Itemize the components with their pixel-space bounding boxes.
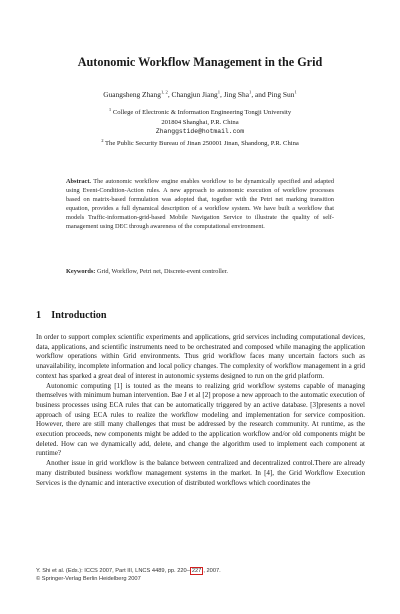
affiliation-line: The Public Security Bureau of Jinan 250001 Jinan, Shandong, P.R. China bbox=[105, 140, 299, 147]
keywords-text: Grid, Workflow, Petri net, Discrete-event controller. bbox=[96, 268, 228, 275]
citation-suffix: , 2007. bbox=[203, 568, 221, 574]
affiliation-line: 201804 Shanghai, P.R. China bbox=[161, 118, 239, 126]
section-title: Introduction bbox=[51, 310, 107, 321]
abstract-label: Abstract. bbox=[66, 178, 92, 185]
paragraph: In order to support complex scientific experiments and applications, grid services including computational devices, data, applications, and scientific instruments need to be orchestrated and composed while managing the application workflow operations within Grid environments. Thus grid workflow faces many uncertain factors such as unavailability, incomplete information and local policy changes. The complexity of workflow management in a grid context has sparked a great deal of interest in autonomic systems designed to run on the grid platform. bbox=[36, 333, 365, 380]
affiliation-marker: 2 bbox=[101, 137, 104, 143]
section-number: 1 bbox=[36, 310, 42, 321]
affiliation-marker: 1 bbox=[108, 106, 112, 112]
paragraph: Another issue in grid workflow is the balance between centralized and decentralized control.There are already many distributed business workflow management systems in the market. In [4], the Grid Workflow Execution Services is the dynamic and interactive execution of distributed workflows which coordinates the bbox=[36, 459, 365, 487]
author-list: Guangsheng Zhang$^{1, 2}$, Changjun Jiang$^1$, Jing Sha$^1$, and Ping Sun$^1$ bbox=[103, 89, 297, 99]
affiliation-2 bbox=[0, 139, 400, 149]
abstract-text: The autonomic workflow engine enables workflow to be dynamically specified and adapted using Event-Condition-Action rules. A new approach to autonomic execution of workflow processes based on matrix-based formulation was adopted that, together with the Petri net marking transition equation, provides a full dynamical description of a workflow system. We have built a workflow that models Traffic-information-grid-based Mobile Navigation Service to illustrate the quality of self-management using DEC through awareness of the computational environment. bbox=[66, 178, 334, 230]
page-footer bbox=[36, 567, 366, 584]
copyright-notice: © Springer-Verlag Berlin Heidelberg 2007 bbox=[36, 576, 141, 583]
page-end-highlight: 227 bbox=[191, 568, 202, 574]
author-email: Zhanggstide@hotmail.com bbox=[155, 128, 245, 136]
author-affiliation-marker: 1 bbox=[249, 89, 252, 95]
author-affiliation-marker: 1 bbox=[217, 89, 221, 95]
author-affiliation-marker: 1 bbox=[294, 89, 297, 95]
author-name: Ping Sun bbox=[267, 90, 295, 99]
paragraph: Autonomic computing [1] is touted as the means to realizing grid workflow systems capable of managing themselves with minimum human intervention. Bae J et al [2] propose a new approach to the automatic execution of business processes using ECA rules that can be automatically triggered by an active database. [3]presents a novel approach of using ECA rules to realize the workflow modeling and implementation for service composition. However, there are still many challenges that must be addressed by the research community. At runtime, as the execution proceeds, new components might be added to the application workflow and/or old components might be deleted. How can we dynamically add, delete, and change the algorithm used to implement each component at runtime? bbox=[36, 381, 365, 458]
body-text bbox=[36, 333, 365, 488]
affiliation-line: College of Electronic & Information Engineering Tongji University bbox=[112, 109, 292, 116]
citation-prefix: Y. Shi et al. (Eds.): ICCS 2007, Part III, LNCS 4489, pp. 220– bbox=[36, 568, 190, 574]
author-name: Changjun Jiang bbox=[171, 90, 218, 99]
author-name: Guangsheng Zhang bbox=[103, 90, 161, 99]
abstract bbox=[66, 178, 334, 231]
keywords-label: Keywords: bbox=[66, 268, 96, 275]
section-heading bbox=[36, 310, 107, 321]
keywords bbox=[66, 268, 334, 275]
author-affiliation-marker: 1, 2 bbox=[160, 89, 168, 95]
affiliation-1 bbox=[0, 108, 400, 137]
paper-title: Autonomic Workflow Management in the Grid bbox=[77, 55, 323, 69]
author-name: Jing Sha bbox=[223, 90, 250, 99]
